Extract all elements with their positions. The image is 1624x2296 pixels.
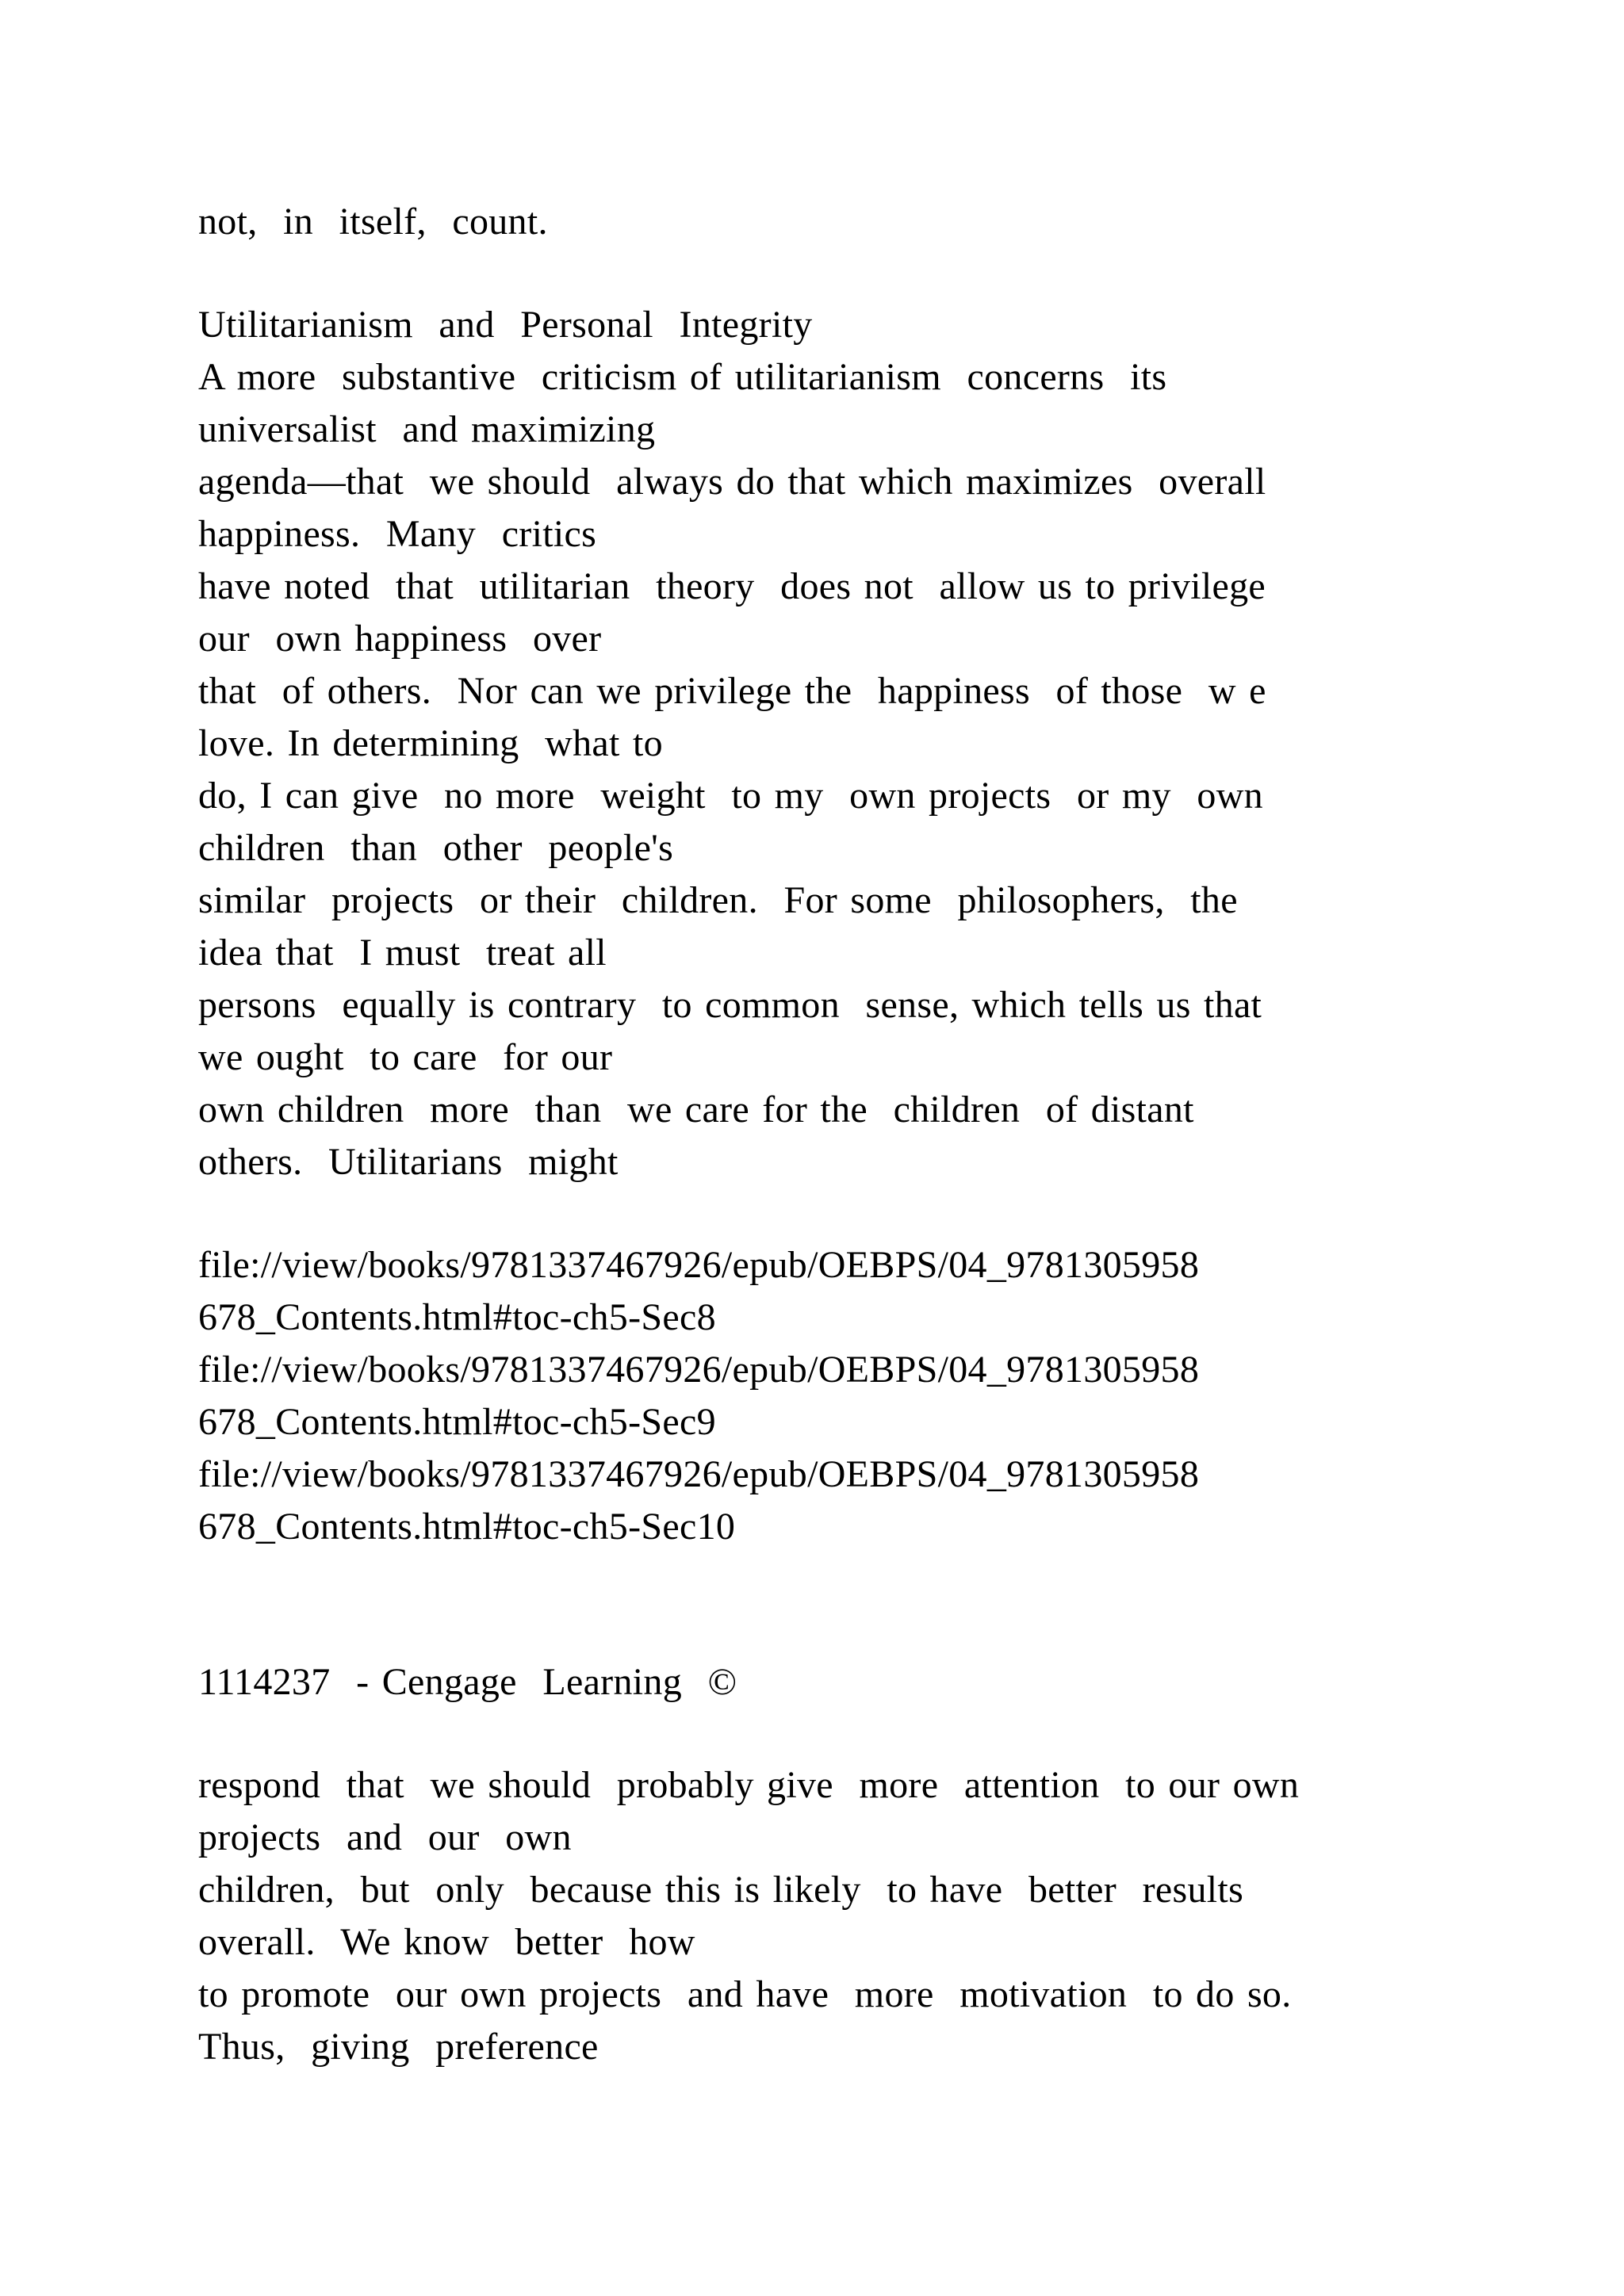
text-line: children than other people's — [198, 827, 674, 869]
text-line: persons equally is contrary to common sense, which tells us that — [198, 984, 1262, 1026]
text-line: have noted that utilitarian theory does not allow us to privilege — [198, 565, 1266, 607]
file-link[interactable]: file://view/books/9781337467926/epub/OEBPS/04_9781305958 — [198, 1453, 1200, 1495]
text-line: do, I can give no more weight to my own projects or my own — [198, 775, 1263, 817]
text-line: projects and our own — [198, 1816, 572, 1858]
text-line: happiness. Many critics — [198, 513, 597, 555]
text-line: similar projects or their children. For some philosophers, the — [198, 879, 1238, 921]
text-line: agenda—that we should always do that which maximizes overall — [198, 461, 1266, 503]
text-line: respond that we should probably give more attention to our own — [198, 1764, 1300, 1806]
text-line: A more substantive criticism of utilitarianism concerns its — [198, 356, 1167, 398]
section-heading: Utilitarianism and Personal Integrity — [198, 304, 813, 346]
text-line: we ought to care for our — [198, 1036, 613, 1078]
text-line: universalist and maximizing — [198, 408, 656, 450]
text-line: our own happiness over — [198, 618, 602, 660]
text-line: Thus, giving preference — [198, 2026, 599, 2068]
text-line: idea that I must treat all — [198, 932, 607, 974]
text-line: own children more than we care for the children of distant — [198, 1089, 1194, 1131]
text-line: that of others. Nor can we privilege the happiness of those w e — [198, 670, 1266, 712]
text-line: others. Utilitarians might — [198, 1141, 619, 1183]
file-link[interactable]: 678_Contents.html#toc-ch5-Sec10 — [198, 1506, 736, 1548]
text-line: children, but only because this is likely to have better results — [198, 1869, 1244, 1911]
file-link[interactable]: 678_Contents.html#toc-ch5-Sec9 — [198, 1401, 716, 1443]
file-link[interactable]: 678_Contents.html#toc-ch5-Sec8 — [198, 1296, 716, 1338]
text-line: overall. We know better how — [198, 1921, 695, 1963]
text-line: love. In determining what to — [198, 722, 663, 764]
text-line: not, in itself, count. — [198, 201, 548, 243]
text-line: to promote our own projects and have more motivation to do so. — [198, 1973, 1292, 2015]
copyright-notice: 1114237 - Cengage Learning © — [198, 1661, 737, 1703]
file-link[interactable]: file://view/books/9781337467926/epub/OEBPS/04_9781305958 — [198, 1244, 1200, 1286]
file-link[interactable]: file://view/books/9781337467926/epub/OEBPS/04_9781305958 — [198, 1349, 1200, 1391]
